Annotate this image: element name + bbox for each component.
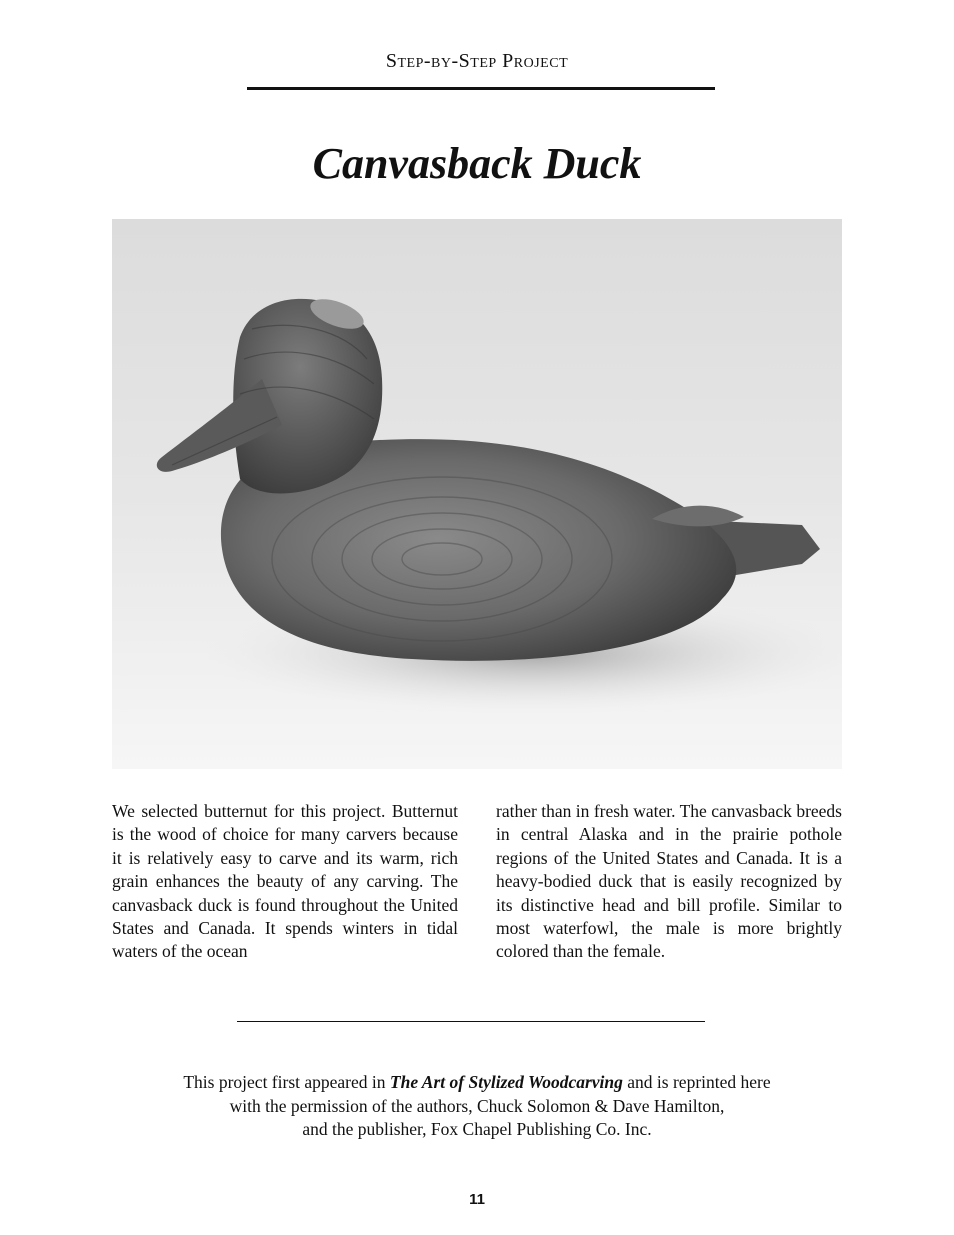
credit-suffix: and is reprinted here (622, 1072, 771, 1092)
body-text-right-column: rather than in fresh water. The canvasback breeds in central Alaska and in the prairie pothole regions of the United States and Canada. It is a heavy-bodied duck that is easily recognized by its distinctive head and bill profile. Similar to most waterfowl, the male is more brightly colored than the female. (496, 801, 842, 962)
divider-rule (237, 1021, 705, 1022)
book-title: The Art of Stylized Woodcarving (389, 1072, 623, 1092)
section-header: Step-by-Step Project (385, 50, 569, 72)
page-title: Canvasback Duck (312, 139, 642, 188)
credit-line-3: and the publisher, Fox Chapel Publishing Co. Inc. (302, 1119, 652, 1140)
body-text-left-column: We selected butternut for this project. Butternut is the wood of choice for many carvers because it is relatively easy to carve and its warm, rich grain enhances the beauty of any carving. The canvasback duck is found throughout the United States and Canada. It spends winters in tidal waters of the ocean (112, 801, 458, 962)
header-rule (247, 87, 715, 90)
duck-carving-photo (112, 219, 842, 769)
credit-prefix: This project first appeared in (183, 1072, 390, 1092)
credit-line-1 (0, 1071, 954, 1095)
credit-line-2: with the permission of the authors, Chuck Solomon & Dave Hamilton, (229, 1095, 725, 1116)
reprint-credit (0, 1071, 954, 1142)
page-number: 11 (469, 1191, 485, 1208)
